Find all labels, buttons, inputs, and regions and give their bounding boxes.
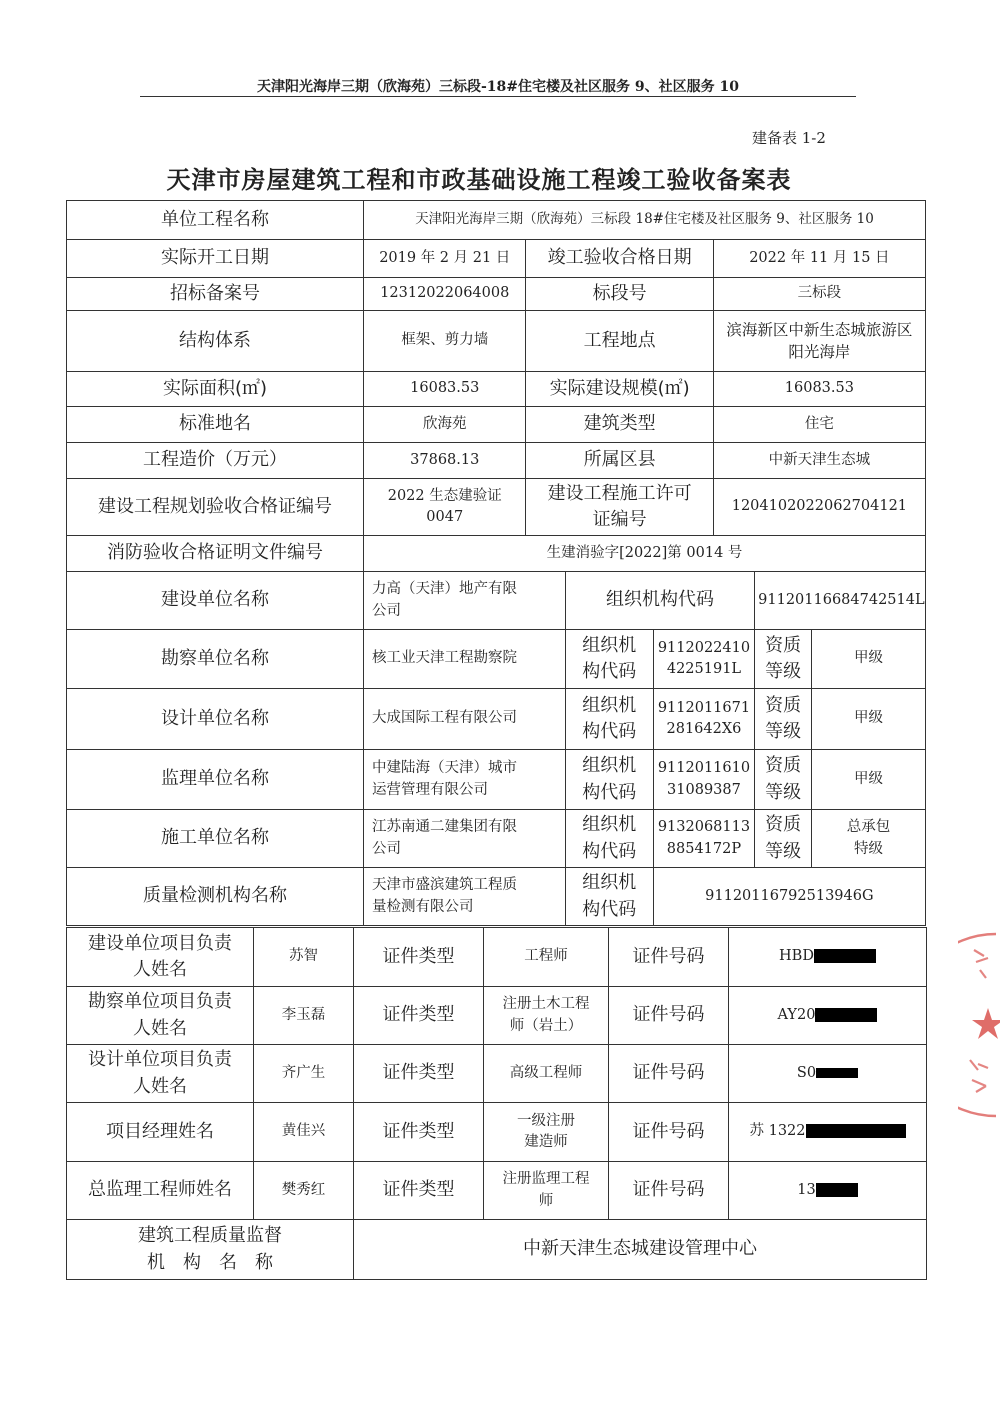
- person-role: [67, 1045, 254, 1103]
- builder-org-code: 91120116684742514L: [755, 572, 926, 630]
- label-permit: [526, 479, 713, 536]
- org-code-line-2: 构代码: [582, 661, 637, 682]
- table-row: [67, 572, 926, 630]
- role-line-2: 人姓名: [133, 1017, 187, 1039]
- cert-no-prefix: 苏 1322: [749, 1123, 806, 1140]
- role-line-1: 设计单位项目负责: [88, 1049, 232, 1071]
- label-scale: 实际建设规模(㎡): [526, 372, 713, 407]
- label-building-type: 建筑类型: [526, 407, 713, 443]
- role-line-1: 总监理工程师姓名: [88, 1179, 232, 1201]
- table-row: [67, 1220, 927, 1280]
- label-location: 工程地点: [526, 311, 713, 372]
- label-qc-org-code: [565, 868, 653, 926]
- table-row: [67, 1045, 927, 1103]
- cert-type: [484, 1103, 609, 1162]
- label-survey-org-code: [565, 630, 653, 689]
- label-supervision-agency: [67, 1220, 354, 1280]
- survey-org-code: [653, 630, 754, 689]
- cert-type: [484, 928, 609, 987]
- label-cert-type: 证件类型: [354, 1103, 484, 1162]
- supervise-line-1: 中建陆海（天津）城市: [372, 760, 518, 777]
- role-line-2: 人姓名: [133, 1075, 187, 1097]
- table-row: [67, 278, 926, 311]
- form-number: 建备表 1-2: [752, 129, 826, 147]
- label-section: 标段号: [526, 278, 713, 311]
- survey-code-line-2: 4225191L: [666, 661, 742, 677]
- cost: 37868.13: [364, 443, 526, 479]
- label-qc: 质量检测机构名称: [67, 868, 364, 926]
- label-cert-type: 证件类型: [354, 1162, 484, 1220]
- qual-line-1: 资质: [765, 634, 802, 656]
- label-cert-type: 证件类型: [354, 987, 484, 1045]
- person-role: [67, 987, 254, 1045]
- table-row: [67, 750, 926, 810]
- scale: 16083.53: [713, 372, 925, 407]
- design-code-line-2: 281642X6: [666, 721, 742, 737]
- label-builder-org-code: 组织机构代码: [565, 572, 754, 630]
- label-survey: 勘察单位名称: [67, 630, 364, 689]
- builder-name: [364, 572, 566, 630]
- label-cert-no: 证件号码: [609, 1162, 729, 1220]
- table-row: [67, 987, 927, 1045]
- cert-no: [729, 1162, 927, 1220]
- start-date: 2019 年 2 月 21 日: [364, 240, 526, 278]
- table-row: [67, 201, 926, 240]
- redaction-bar: [816, 1068, 858, 1078]
- construct-code-line-2: 8854172P: [666, 840, 742, 857]
- label-area: 实际面积(㎡): [67, 372, 364, 407]
- label-fire-cert: 消防验收合格证明文件编号: [67, 536, 364, 572]
- plan-cert: [364, 479, 526, 536]
- qual-line-1: 资质: [765, 694, 802, 716]
- builder-line-2: 公司: [372, 602, 402, 619]
- label-structure: 结构体系: [67, 311, 364, 372]
- redaction-bar: [815, 1008, 877, 1022]
- label-cert-no: 证件号码: [609, 928, 729, 987]
- cert-type-line-2: 建造师: [524, 1134, 568, 1150]
- label-district: 所属区县: [526, 443, 713, 479]
- cert-type-line-1: 高级工程师: [509, 1064, 583, 1081]
- construct-qual: [812, 810, 926, 868]
- standard-name: 欣海苑: [364, 407, 526, 443]
- label-builder: 建设单位名称: [67, 572, 364, 630]
- construct-line-1: 江苏南通二建集团有限: [372, 819, 518, 836]
- org-code-line-1: 组织机: [582, 694, 637, 716]
- section: 三标段: [713, 278, 925, 311]
- supervise-org-code: [653, 750, 754, 810]
- cert-type: [484, 1162, 609, 1220]
- cert-type: [484, 1045, 609, 1103]
- cert-type-line-2: 师: [538, 1192, 554, 1209]
- label-design: 设计单位名称: [67, 689, 364, 750]
- label-standard-name: 标准地名: [67, 407, 364, 443]
- cert-no-prefix: HBD: [779, 948, 814, 965]
- person-name: 樊秀红: [254, 1162, 354, 1220]
- person-role: [67, 1162, 254, 1220]
- qual-line-2: 等级: [765, 840, 802, 862]
- area: 16083.53: [364, 372, 526, 407]
- role-line-2: 人姓名: [133, 959, 187, 980]
- person-role: [67, 1103, 254, 1162]
- org-code-line-2: 构代码: [582, 898, 637, 920]
- label-construct-qual: [755, 810, 812, 868]
- label-construct: 施工单位名称: [67, 810, 364, 868]
- permit-no: 1204102022062704121: [713, 479, 925, 536]
- design-org-code: [653, 689, 754, 750]
- cert-type-line-1: 一级注册: [517, 1112, 575, 1129]
- label-design-qual: [755, 689, 812, 750]
- qual-line-2: 等级: [765, 781, 802, 803]
- label-cert-type: 证件类型: [354, 1045, 484, 1103]
- org-code-line-2: 构代码: [582, 840, 637, 862]
- permit-label-line-2: 证编号: [592, 509, 647, 530]
- table-row: [67, 689, 926, 750]
- table-row: [67, 1103, 927, 1162]
- label-supervise-org-code: [565, 750, 653, 810]
- table-row: [67, 928, 927, 987]
- construct-qual-line-2: 特级: [854, 840, 884, 857]
- survey-name: 核工业天津工程勘察院: [364, 630, 566, 689]
- survey-qual: 甲级: [812, 630, 926, 689]
- page-title: 天津市房屋建筑工程和市政基础设施工程竣工验收备案表: [166, 166, 792, 194]
- label-cert-no: 证件号码: [609, 1103, 729, 1162]
- org-code-line-1: 组织机: [582, 634, 637, 656]
- label-accept-date: 竣工验收合格日期: [526, 240, 713, 278]
- construct-org-code: [653, 810, 754, 868]
- org-code-line-1: 组织机: [582, 872, 637, 894]
- role-line-1: 项目经理姓名: [106, 1120, 214, 1142]
- table-row: [67, 443, 926, 479]
- supervise-line-2: 运营管理有限公司: [372, 781, 489, 798]
- structure: 框架、剪力墙: [364, 311, 526, 372]
- person-name: 黄佳兴: [254, 1103, 354, 1162]
- label-supervise: 监理单位名称: [67, 750, 364, 810]
- supervision-label-line-1: 建筑工程质量监督: [138, 1225, 282, 1247]
- cert-type-line-2: 师（岩土）: [509, 1017, 583, 1034]
- qc-org-code: 91120116792513946G: [653, 868, 925, 926]
- location-line-2: 阳光海岸: [788, 343, 851, 361]
- construct-line-2: 公司: [372, 840, 402, 857]
- qual-line-2: 等级: [765, 721, 802, 742]
- cert-type: [484, 987, 609, 1045]
- design-code-line-1: 9112011671: [657, 699, 751, 716]
- label-cert-type: 证件类型: [354, 928, 484, 987]
- location-line-1: 滨海新区中新生态城旅游区: [726, 320, 913, 339]
- design-qual: 甲级: [812, 689, 926, 750]
- personnel-table: [66, 927, 927, 1280]
- org-code-line-1: 组织机: [582, 755, 637, 777]
- supervise-qual: 甲级: [812, 750, 926, 810]
- role-line-1: 建设单位项目负责: [88, 932, 232, 954]
- document-header: 天津阳光海岸三期（欣海苑）三标段-18#住宅楼及社区服务 9、社区服务 10: [257, 79, 739, 95]
- cert-type-line-1: 注册监理工程: [502, 1171, 590, 1188]
- org-code-line-1: 组织机: [582, 814, 637, 836]
- project-info-table: [66, 200, 926, 926]
- header-rule: [140, 96, 856, 97]
- table-row: [67, 810, 926, 868]
- supervision-agency: 中新天津生态城建设管理中心: [354, 1220, 927, 1280]
- cert-type-line-1: 注册土木工程: [502, 996, 590, 1013]
- person-name: 李玉磊: [254, 987, 354, 1045]
- label-project-name: 单位工程名称: [67, 201, 364, 240]
- table-row: [67, 240, 926, 278]
- table-row: [67, 372, 926, 407]
- survey-code-line-1: 9112022410: [657, 639, 751, 656]
- cert-no: [729, 1103, 927, 1162]
- qual-line-2: 等级: [765, 661, 802, 682]
- label-construct-org-code: [565, 810, 653, 868]
- label-start-date: 实际开工日期: [67, 240, 364, 278]
- table-row: [67, 868, 926, 926]
- cert-no-prefix: S0: [796, 1064, 817, 1081]
- redaction-bar: [806, 1124, 906, 1138]
- cert-no: [729, 987, 927, 1045]
- qc-name: [364, 868, 566, 926]
- fire-cert: 生建消验字[2022]第 0014 号: [364, 536, 926, 572]
- district: 中新天津生态城: [713, 443, 925, 479]
- cert-no-prefix: AY20: [777, 1006, 816, 1023]
- label-survey-qual: [755, 630, 812, 689]
- location: [713, 311, 925, 372]
- qual-line-1: 资质: [765, 814, 802, 836]
- label-design-org-code: [565, 689, 653, 750]
- accept-date: 2022 年 11 月 15 日: [713, 240, 925, 278]
- supervise-code-line-1: 9112011610: [657, 760, 751, 777]
- cert-no-prefix: 13: [797, 1181, 816, 1198]
- cert-no: [729, 928, 927, 987]
- construct-qual-line-1: 总承包: [846, 819, 891, 836]
- construct-name: [364, 810, 566, 868]
- person-name: 齐广生: [254, 1045, 354, 1103]
- supervise-code-line-2: 31089387: [667, 781, 741, 798]
- table-row: [67, 407, 926, 443]
- table-row: [67, 630, 926, 689]
- building-type: 住宅: [713, 407, 925, 443]
- role-line-1: 勘察单位项目负责: [88, 991, 232, 1013]
- construct-code-line-1: 9132068113: [657, 819, 751, 836]
- label-cert-no: 证件号码: [609, 1045, 729, 1103]
- cert-type-line-1: 工程师: [524, 948, 568, 965]
- table-row: [67, 311, 926, 372]
- table-row: [67, 536, 926, 572]
- supervision-label-line-2: 机 构 名 称: [147, 1251, 273, 1273]
- plan-cert-line-2: 0047: [426, 509, 464, 525]
- person-role: [67, 928, 254, 987]
- plan-cert-line-1: 2022 生态建验证: [387, 487, 502, 504]
- table-row: [67, 479, 926, 536]
- person-name: 苏智: [254, 928, 354, 987]
- design-name: 大成国际工程有限公司: [364, 689, 566, 750]
- supervise-name: [364, 750, 566, 810]
- table-row: [67, 1162, 927, 1220]
- label-cert-no: 证件号码: [609, 987, 729, 1045]
- org-code-line-2: 构代码: [582, 781, 637, 803]
- label-bid-no: 招标备案号: [67, 278, 364, 311]
- project-name: 天津阳光海岸三期（欣海苑）三标段 18#住宅楼及社区服务 9、社区服务 10: [364, 201, 926, 240]
- org-code-line-2: 构代码: [582, 721, 637, 742]
- qc-line-1: 天津市盛滨建筑工程质: [372, 877, 518, 894]
- bid-no: 12312022064008: [364, 278, 526, 311]
- qc-line-2: 量检测有限公司: [372, 898, 474, 915]
- label-supervise-qual: [755, 750, 812, 810]
- label-plan-cert: 建设工程规划验收合格证编号: [67, 479, 364, 536]
- permit-label-line-1: 建设工程施工许可: [547, 482, 692, 504]
- redaction-bar: [816, 1183, 858, 1197]
- qual-line-1: 资质: [765, 755, 802, 777]
- redaction-bar: [814, 949, 876, 963]
- builder-line-1: 力高（天津）地产有限: [372, 581, 518, 598]
- label-cost: 工程造价（万元）: [67, 443, 364, 479]
- cert-no: [729, 1045, 927, 1103]
- seal-stamp: [958, 930, 1000, 1120]
